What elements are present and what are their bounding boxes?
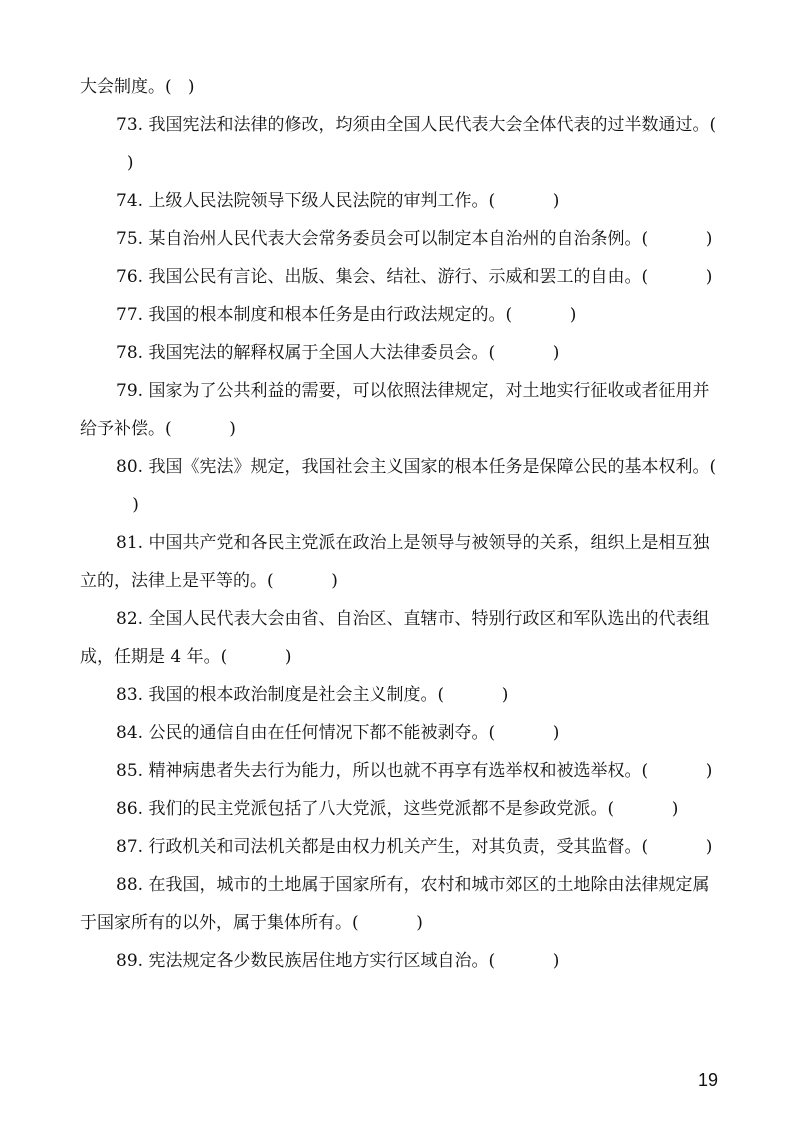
question-87: 87. 行政机关和司法机关都是由权力机关产生，对其负责，受其监督。( ) <box>116 837 713 857</box>
question-80: 80. 我国《宪法》规定，我国社会主义国家的根本任务是保障公民的基本权利。( ) <box>116 457 717 515</box>
question-82: 82. 全国人民代表大会由省、自治区、直辖市、特别行政区和军队选出的代表组成，任期是 4 年。( ) <box>80 609 710 667</box>
question-79: 79. 国家为了公共利益的需要，可以依照法律规定，对土地实行征收或者征用并给予补偿。( ) <box>80 381 710 439</box>
question-continuation: 大会制度。( ) <box>80 77 195 97</box>
question-83: 83. 我国的根本政治制度是社会主义制度。( ) <box>116 685 509 705</box>
question-76: 76. 我国公民有言论、出版、集会、结社、游行、示威和罢工的自由。( ) <box>116 267 713 287</box>
question-74: 74. 上级人民法院领导下级人民法院的审判工作。( ) <box>116 191 560 211</box>
question-84: 84. 公民的通信自由在任何情况下都不能被剥夺。( ) <box>116 723 560 743</box>
question-73: 73. 我国宪法和法律的修改，均须由全国人民代表大会全体代表的过半数通过。( ) <box>116 115 717 173</box>
page-number: 19 <box>697 1070 718 1090</box>
question-89: 89. 宪法规定各少数民族居住地方实行区域自治。( ) <box>116 951 560 971</box>
question-75: 75. 某自治州人民代表大会常务委员会可以制定本自治州的自治条例。( ) <box>116 229 713 249</box>
question-81: 81. 中国共产党和各民主党派在政治上是领导与被领导的关系，组织上是相互独立的，法律上是平等的。( ) <box>80 533 710 591</box>
question-88: 88. 在我国，城市的土地属于国家所有，农村和城市郊区的土地除由法律规定属于国家所有的以外，属于集体所有。( ) <box>80 875 710 933</box>
question-list <box>80 68 720 980</box>
question-78: 78. 我国宪法的解释权属于全国人大法律委员会。( ) <box>116 343 560 363</box>
question-85: 85. 精神病患者失去行为能力，所以也就不再享有选举权和被选举权。( ) <box>116 761 713 781</box>
question-86: 86. 我们的民主党派包括了八大党派，这些党派都不是参政党派。( ) <box>116 799 679 819</box>
question-77: 77. 我国的根本制度和根本任务是由行政法规定的。( ) <box>116 305 577 325</box>
